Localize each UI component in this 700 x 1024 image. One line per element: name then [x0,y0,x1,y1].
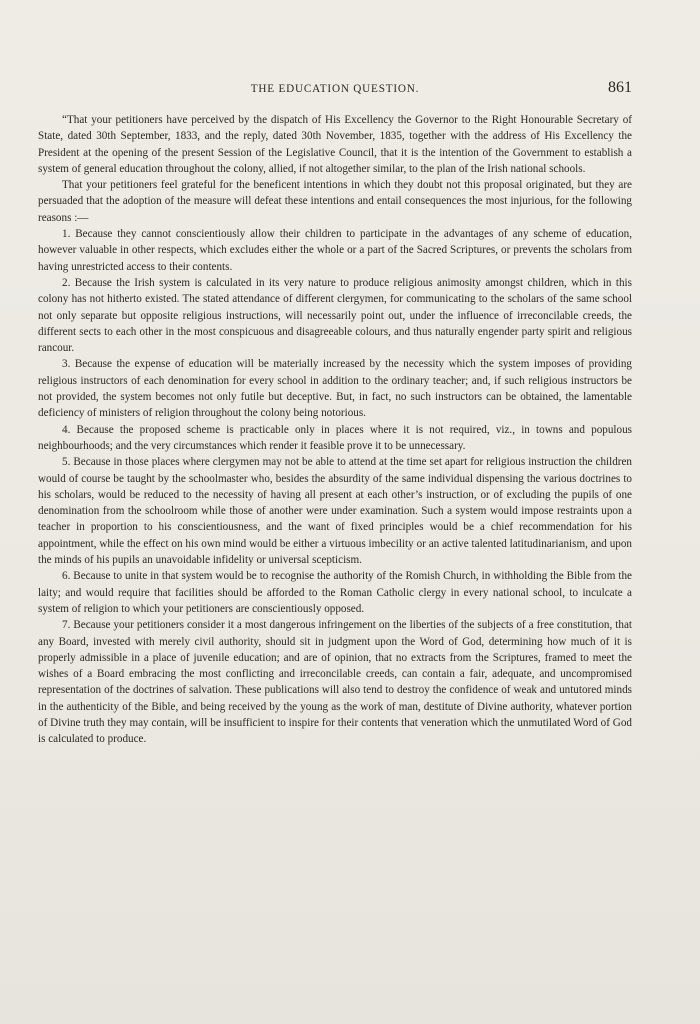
running-title: THE EDUCATION QUESTION. [250,83,420,95]
paragraph-reasons-lead: That your petitioners feel grateful for the beneficent intentions in which they doubt not this proposal originated, but they are persuaded that the adoption of the measure will defeat these intentions and entail consequences the most injurious, for the following reasons :— [38,179,632,224]
page-number: 861 [608,79,632,96]
reason-6: 6. Because to unite in that system would be to recognise the authority of the Romish Church, in withholding the Bible from the laity; and would require that facilities should be afforded to the Roman Catholic clergy in every national school, to inculcate a system of religion to which your petitioners are conscientiously opposed. [38,570,632,615]
reason-3: 3. Because the expense of education will be materially increased by the necessity which the system imposes of providing religious instructors of each denomination for every school in addition to the ordinary teacher; and, if such religious instructors be not provided, the system becomes not only futile but deceptive. But, in fact, no such instructors can be obtained, the lamentable deficiency of ministers of religion throughout the colony being notorious. [38,358,632,420]
reason-4: 4. Because the proposed scheme is practicable only in places where it is not required, viz., in towns and populous neighbourhoods; and the very circumstances which render it feasible prove it to be unnecessary. [38,423,632,452]
reason-1: 1. Because they cannot conscientiously allow their children to participate in the advantages of any scheme of education, however valuable in other respects, which excludes either the whole or a part of the Sacred Scriptures, or prevents the scholars from having unrestricted access to their contents. [38,228,632,273]
page-header [38,80,632,100]
paragraph-intro: “That your petitioners have perceived by the dispatch of His Excellency the Governor to the Right Honourable Secretary of State, dated 30th September, 1833, and the reply, dated 30th November, 1835, together with the address of His Excellency the President at the opening of the present Session of the Legislative Council, that it is the intention of the Government to establish a system of general education throughout the colony, allied, if not altogether similar, to the plan of the Irish national schools. [38,114,632,175]
body-text [38,112,632,748]
reason-7: 7. Because your petitioners consider it a most dangerous infringement on the liberties of the subjects of a free constitution, that any Board, invested with merely civil authority, should sit in judgment upon the Word of God, determining how much of it is properly admissible in a place of juvenile education; and are of opinion, that no extracts from the Scriptures, framed to meet the wishes of a Board embracing the most conflicting and irreconcilable creeds, can contain a fair, adequate, and uncompromised representation of the doctrines of salvation. These publications will also tend to destroy the confidence of weak and untutored minds in the authenticity of the Bible, and being received by the young as the work of man, destitute of Divine authority, whatever portion of Divine truth they may contain, will be insufficient to inspire for their contents that veneration which the unmutilated Word of God is calculated to produce. [38,619,632,746]
reason-5: 5. Because in those places where clergymen may not be able to attend at the time set apart for religious instruction the children would of course be taught by the schoolmaster who, besides the absurdity of the same individual dispensing the various doctrines to his scholars, would be reduced to the necessity of having all present at each other’s instruction, or of excluding the pupils of one denomination from the schoolroom while those of another were under examination. Such a system would impose restraints upon a teacher in proportion to his conscientiousness, and the want of fixed principles would be a chief recommendation for his appointment, while the effect on his own mind would be either a virtuous imbecility or an active talented latitudinarianism, and upon the minds of his pupils an unavoidable infidelity or universal scepticism. [38,456,632,567]
reason-2: 2. Because the Irish system is calculated in its very nature to produce religious animosity amongst children, which in this colony has not hitherto existed. The stated attendance of different clergymen, for communicating to the scholars of the same school not only separate but opposite religious instructions, will necessarily point out, under the influence of irreconcilable creeds, the different sects to each other in the most conspicuous and disagreeable colours, and thus naturally engender party spirit and religious rancour. [38,276,632,355]
